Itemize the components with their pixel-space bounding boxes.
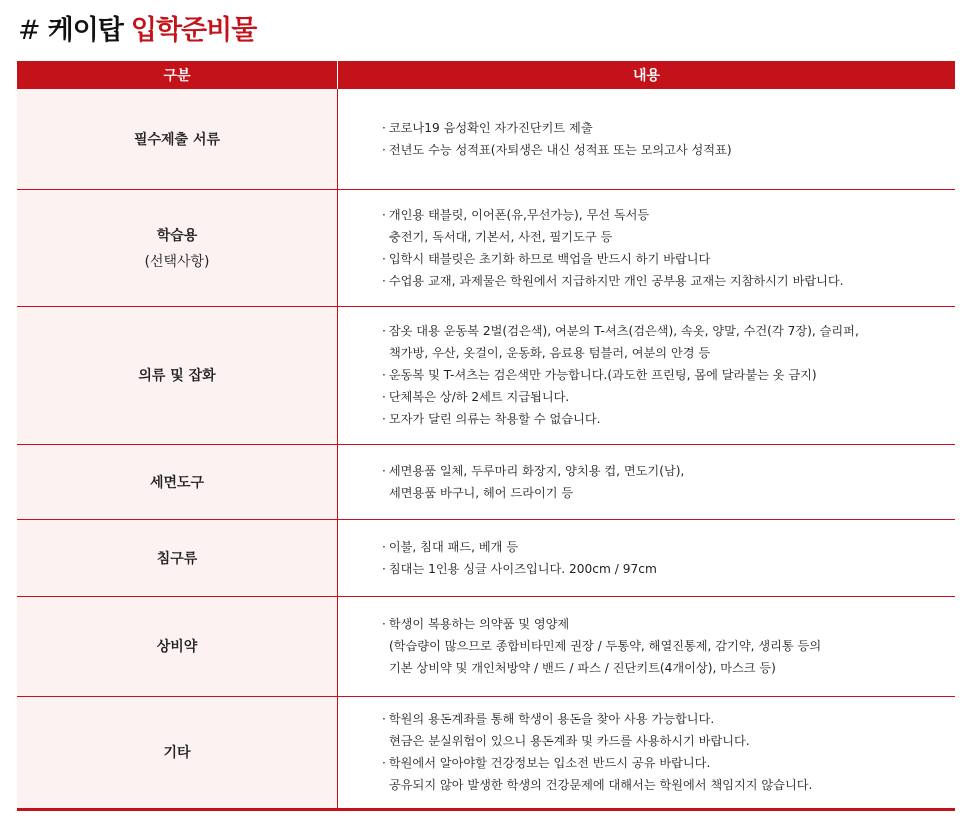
list-item bbox=[382, 248, 955, 270]
content-cell bbox=[338, 444, 956, 519]
item-text: 개인용 태블릿, 이어폰(유,무선가능), 무선 독서등 bbox=[388, 207, 650, 222]
item-text: 세면용품 일체, 두루마리 화장지, 양치용 컵, 면도기(남), bbox=[388, 463, 685, 478]
item-text: 침대는 1인용 싱글 사이즈입니다. 200cm / 97cm bbox=[388, 561, 657, 576]
category-label: 상비약 bbox=[156, 639, 198, 655]
bullet-mark: · bbox=[382, 539, 386, 554]
list-item bbox=[382, 752, 955, 796]
bullet-mark: · bbox=[382, 142, 386, 157]
item-text: 코로나19 음성확인 자가진단키트 제출 bbox=[388, 120, 593, 135]
bullet-mark: · bbox=[382, 756, 386, 770]
item-text: 운동복 및 T-셔츠는 검은색만 가능합니다.(과도한 프린팅, 몸에 달라붙는 옷 금지) bbox=[388, 368, 817, 382]
category-label: 기타 bbox=[163, 745, 191, 761]
table-row bbox=[17, 306, 955, 444]
list-item bbox=[382, 386, 955, 408]
table-row bbox=[17, 696, 955, 809]
content-cell bbox=[338, 596, 956, 696]
content-cell bbox=[338, 189, 956, 306]
page-title bbox=[18, 8, 256, 47]
content-cell bbox=[338, 519, 956, 596]
bullet-mark: · bbox=[382, 390, 386, 404]
bullet-mark: · bbox=[382, 273, 386, 288]
table-row bbox=[17, 596, 955, 696]
content-cell bbox=[338, 89, 956, 189]
bullet-mark: · bbox=[382, 463, 386, 478]
item-text-continuation: 책가방, 우산, 옷걸이, 운동화, 음료용 텀블러, 여분의 안경 등 bbox=[389, 346, 711, 360]
table-row bbox=[17, 89, 955, 189]
item-text: 입학시 태블릿은 초기화 하므로 백업을 반드시 하기 바랍니다 bbox=[388, 251, 711, 266]
list-item bbox=[382, 139, 955, 161]
category-label: 필수제출 서류 bbox=[133, 131, 221, 148]
item-text-continuation: 기본 상비약 및 개인처방약 / 밴드 / 파스 / 진단키트(4개이상), 마스크 등) bbox=[389, 661, 776, 675]
bullet-mark: · bbox=[382, 207, 386, 222]
list-item bbox=[382, 613, 955, 679]
category-label: 세면도구 bbox=[149, 474, 205, 491]
category-cell bbox=[17, 89, 338, 189]
list-item bbox=[382, 558, 955, 580]
category-cell bbox=[17, 596, 338, 696]
bullet-mark: · bbox=[382, 412, 386, 426]
table-header-row bbox=[17, 61, 955, 89]
item-text: 전년도 수능 성적표(자퇴생은 내신 성적표 또는 모의고사 성적표) bbox=[388, 142, 732, 157]
table-row bbox=[17, 444, 955, 519]
column-header-category: 구분 bbox=[17, 61, 338, 89]
item-text-continuation: 세면용품 바구니, 헤어 드라이기 등 bbox=[389, 485, 574, 500]
item-text-continuation: (학습량이 많으므로 종합비타민제 권장 / 두통약, 해열진통제, 감기약, 생리통 등의 bbox=[389, 639, 822, 653]
hash-mark: # bbox=[18, 15, 40, 46]
category-label: 학습용 bbox=[156, 227, 198, 244]
item-text: 학생이 복용하는 의약품 및 영양제 bbox=[388, 617, 570, 631]
category-cell bbox=[17, 519, 338, 596]
category-cell bbox=[17, 306, 338, 444]
table-body bbox=[17, 89, 955, 809]
list-item bbox=[382, 708, 955, 752]
list-item bbox=[382, 364, 955, 386]
list-item bbox=[382, 320, 955, 364]
brand-name: 케이탑 bbox=[47, 15, 123, 46]
list-item bbox=[382, 460, 955, 504]
list-item bbox=[382, 408, 955, 430]
item-text: 수업용 교재, 과제물은 학원에서 지급하지만 개인 공부용 교재는 지참하시기 바랍니다. bbox=[388, 273, 844, 288]
item-text: 단체복은 상/하 2세트 지급됩니다. bbox=[388, 390, 570, 404]
item-text-continuation: 충전기, 독서대, 기본서, 사전, 필기도구 등 bbox=[389, 229, 613, 244]
title-accent: 입학준비물 bbox=[130, 15, 257, 46]
item-text: 이불, 침대 패드, 베개 등 bbox=[388, 539, 519, 554]
item-text-continuation: 공유되지 않아 발생한 학생의 건강문제에 대해서는 학원에서 책임지지 않습니다. bbox=[389, 778, 813, 792]
item-text: 잠옷 대용 운동복 2벌(검은색), 여분의 T-셔츠(검은색), 속옷, 양말, 수건(각 7장), 슬리퍼, bbox=[388, 324, 859, 338]
supplies-table bbox=[17, 61, 955, 811]
category-label: 침구류 bbox=[156, 550, 198, 567]
bullet-mark: · bbox=[382, 368, 386, 382]
table-row bbox=[17, 519, 955, 596]
bullet-mark: · bbox=[382, 712, 386, 726]
item-text-continuation: 현금은 분실위험이 있으니 용돈계좌 및 카드를 사용하시기 바랍니다. bbox=[389, 734, 750, 748]
category-cell bbox=[17, 696, 338, 809]
bullet-mark: · bbox=[382, 251, 386, 266]
list-item bbox=[382, 204, 955, 248]
content-cell bbox=[338, 306, 956, 444]
item-text: 모자가 달린 의류는 착용할 수 없습니다. bbox=[388, 412, 601, 426]
list-item bbox=[382, 536, 955, 558]
table-row bbox=[17, 189, 955, 306]
category-cell bbox=[17, 444, 338, 519]
list-item bbox=[382, 117, 955, 139]
item-text: 학원에서 알아야할 건강정보는 입소전 반드시 공유 바랍니다. bbox=[388, 756, 711, 770]
category-label: 의류 및 잡화 bbox=[138, 368, 216, 384]
bullet-mark: · bbox=[382, 617, 386, 631]
item-text: 학원의 용돈계좌를 통해 학생이 용돈을 찾아 사용 가능합니다. bbox=[388, 712, 715, 726]
category-cell bbox=[17, 189, 338, 306]
content-cell bbox=[338, 696, 956, 809]
bullet-mark: · bbox=[382, 120, 386, 135]
column-header-content: 내용 bbox=[338, 61, 956, 89]
list-item bbox=[382, 270, 955, 292]
bullet-mark: · bbox=[382, 324, 386, 338]
bullet-mark: · bbox=[382, 561, 386, 576]
category-sublabel: (선택사항) bbox=[144, 253, 210, 270]
